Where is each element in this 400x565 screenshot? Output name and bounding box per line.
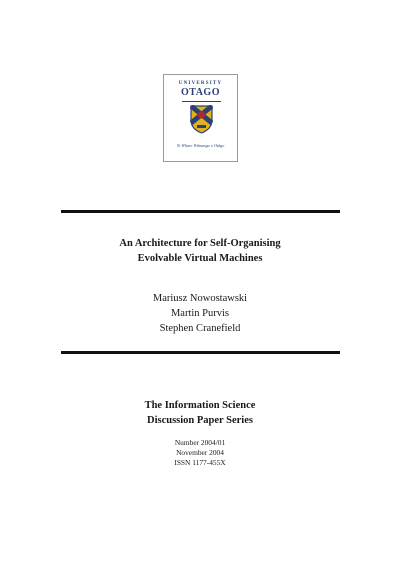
issn: ISSN 1177-455X [174,458,226,467]
author-name: Mariusz Nowostawski [152,293,248,304]
logo-motto: Te Whare Wānanga o Otāgo [176,143,225,148]
paper-number: Number 2004/01 [174,438,226,447]
author-name: Martin Purvis [170,308,230,319]
series-line: Discussion Paper Series [147,415,253,426]
crest-icon [190,105,213,134]
series-line: The Information Science [144,400,256,411]
top-divider [61,210,340,213]
author-name: Stephen Cranefield [159,323,241,334]
publication-date: November 2004 [176,448,224,457]
title-line: Evolvable Virtual Machines [137,253,263,264]
paper-title [0,236,400,266]
bottom-divider [61,351,340,354]
logo-name: OTAGO [181,87,220,98]
title-line: An Architecture for Self-Organising [119,238,281,249]
university-logo [163,74,238,162]
publication-info [0,438,400,468]
logo-divider [182,101,221,102]
series-title [0,398,400,428]
author-list [0,291,400,336]
logo-university-label: UNIVERSITY [178,81,223,86]
